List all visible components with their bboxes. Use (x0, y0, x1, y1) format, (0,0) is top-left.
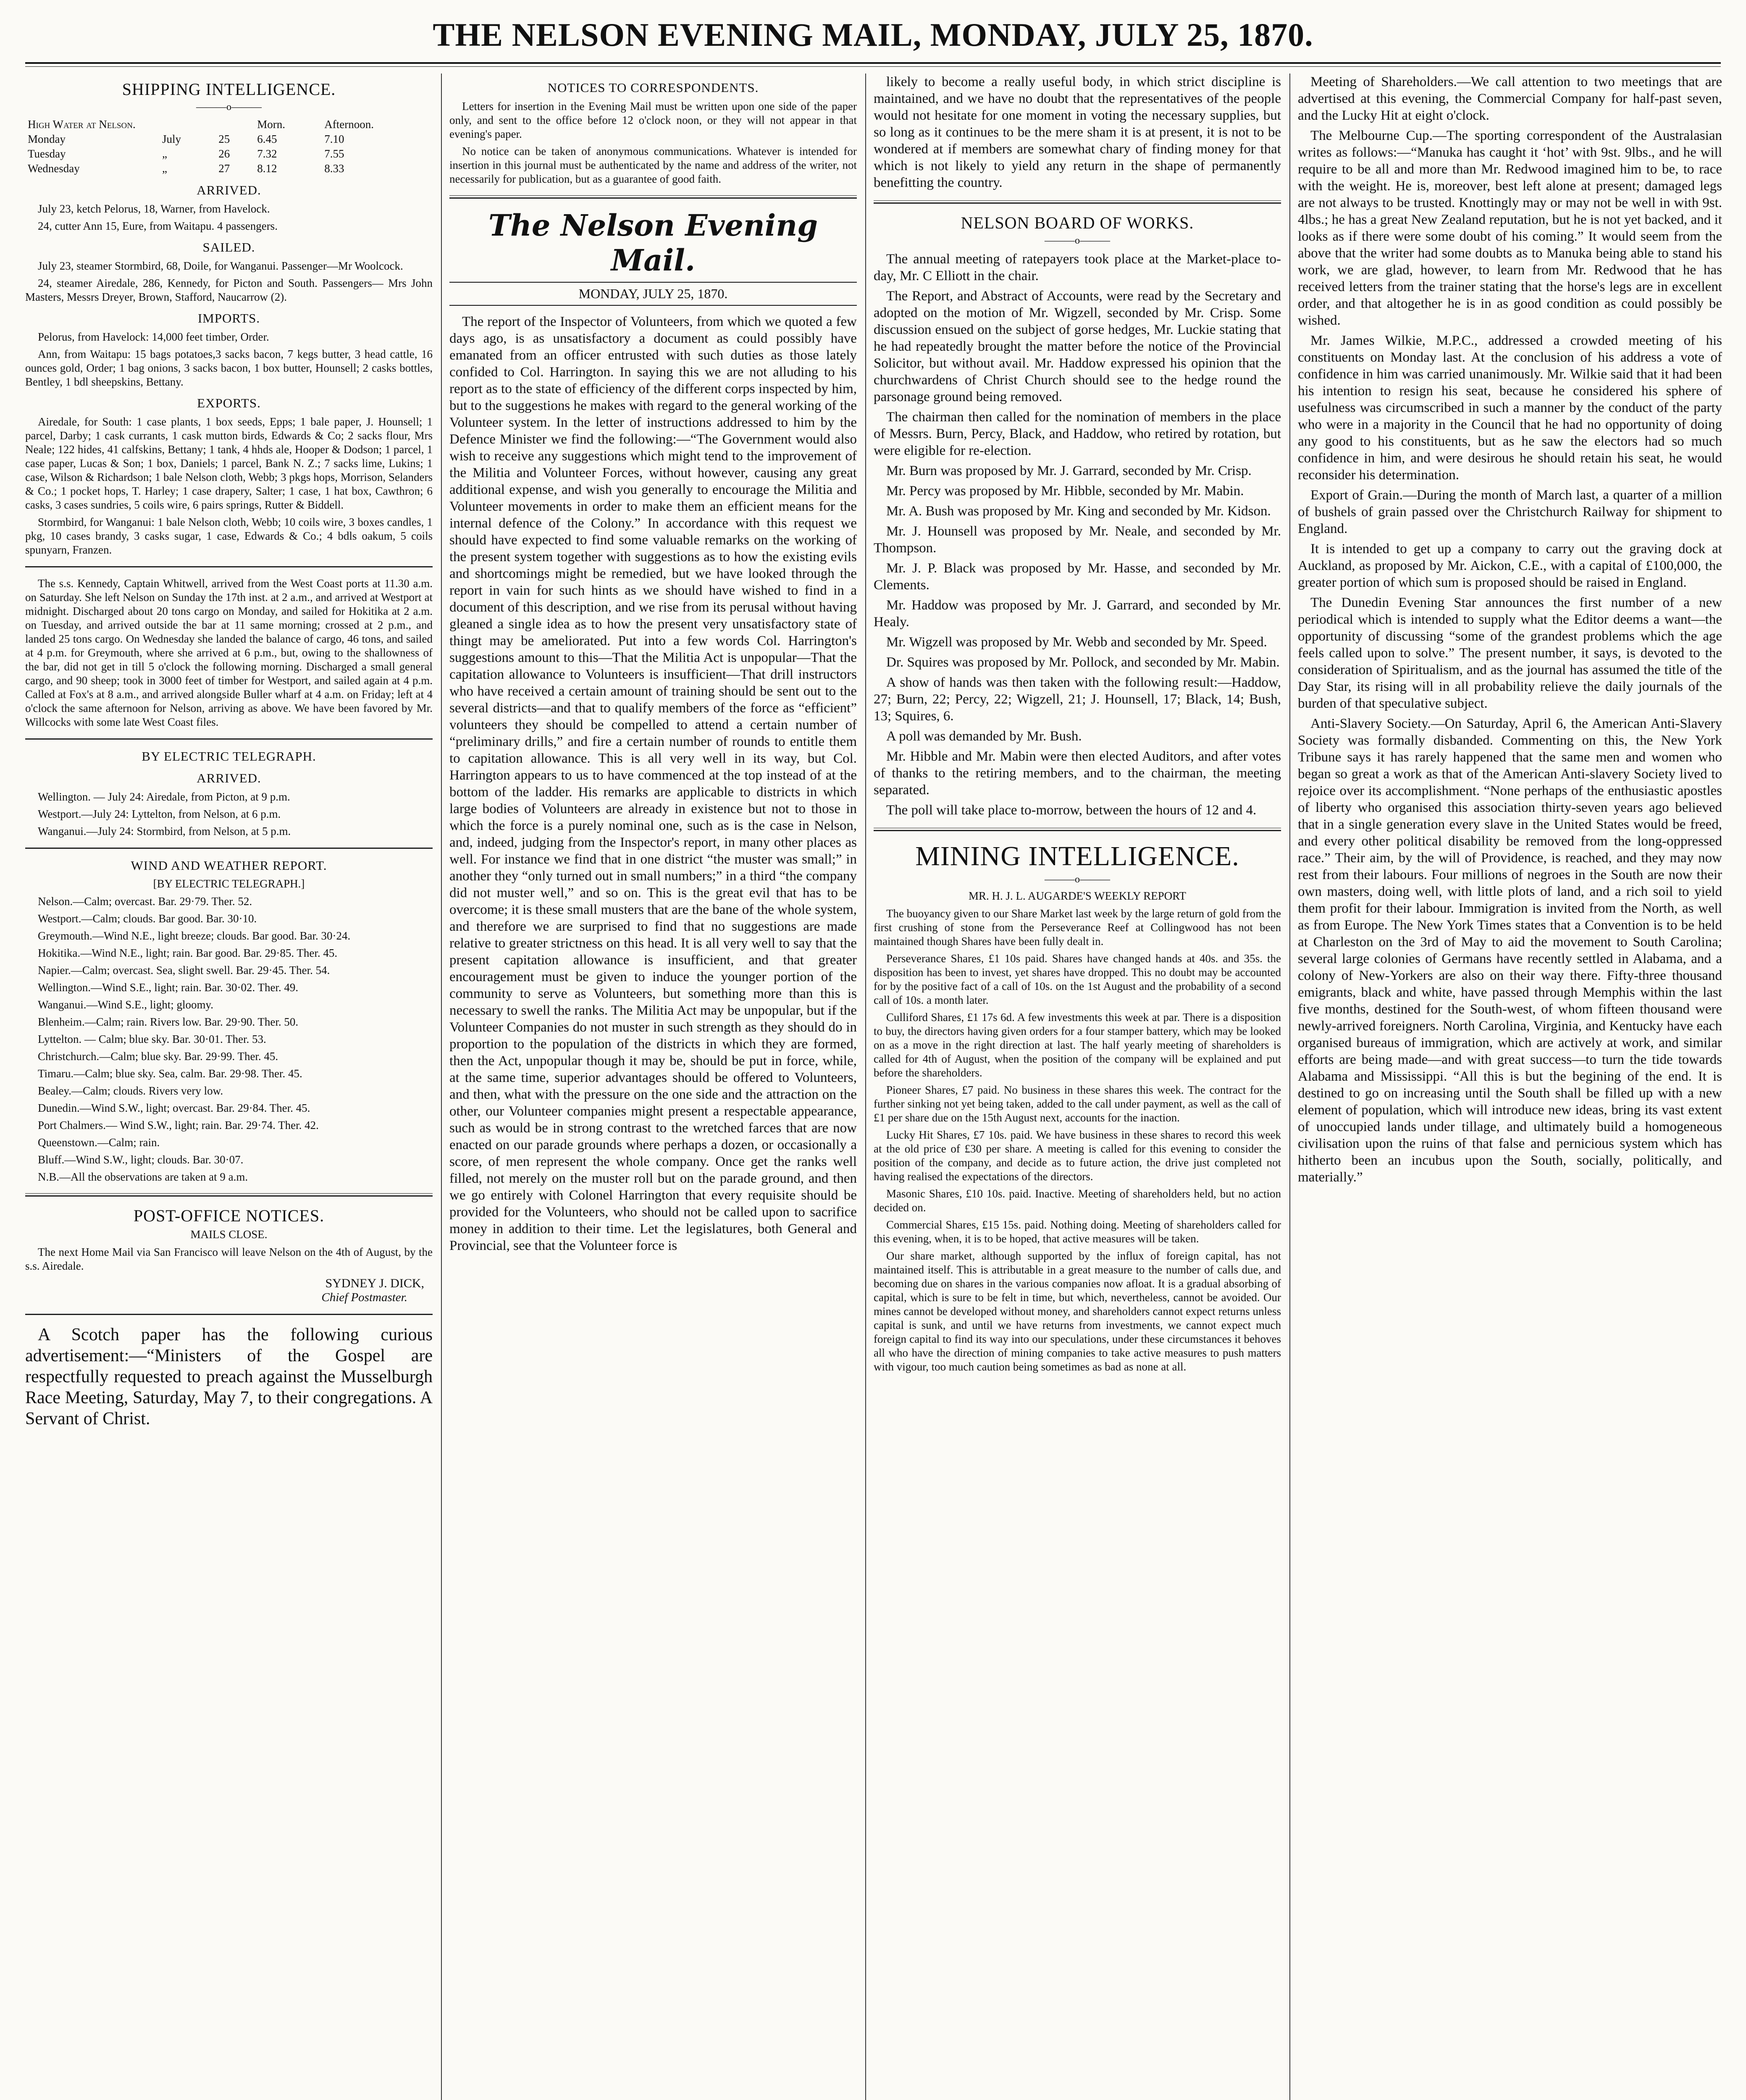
works-paragraph: Mr. Haddow was proposed by Mr. J. Garrard, and seconded by Mr. Healy. (874, 598, 1281, 630)
tides-cell: Monday (28, 133, 66, 145)
tides-cell: Tuesday (28, 147, 66, 160)
mining-paragraph: Our share market, although supported by the influx of foreign capital, has not maintained itself. This is attributable in a great measure to the number of calls due, and becoming due on shares in the various companies now afloat. It is a gradual absorbing of capital, which is sure to be felt in time, but which, nevertheless, cannot be avoided. Our mines cannot be developed without money, and shareholders cannot expect returns unless capital is sunk, and until we have returns from investments, we cannot expect much foreign capital to find its way into our speculations, under these circumstances it behoves all who have the direction of mining companies to take active measures to push matters with vigour, too much caution being sometimes as bad as none at all. (874, 1250, 1281, 1373)
column-rule (441, 74, 442, 2100)
mining-paragraph: The buoyancy given to our Share Market last week by the large return of gold from the first crushing of stone from the Perseverance Reef at Collingwood has not been maintained though Shares have been fully dealt in. (874, 907, 1281, 948)
ornament: ———o——— (1045, 235, 1110, 246)
works-paragraph: Mr. J. Hounsell was proposed by Mr. Neale, and seconded by Mr. Thompson. (874, 524, 1281, 556)
tides-header-row (25, 117, 433, 132)
works-paragraph: Mr. Burn was proposed by Mr. J. Garrard, seconded by Mr. Crisp. (886, 463, 1252, 478)
newspaper-nameplate: The Nelson Evening Mail. (488, 208, 818, 278)
post-office-signature-title: Chief Postmaster. (321, 1291, 407, 1304)
ornament: ———o——— (196, 102, 262, 113)
telegraph-item: Wellington. — July 24: Airedale, from Picton, at 9 p.m. (38, 790, 290, 803)
works-paragraph: The Report, and Abstract of Accounts, were read by the Secretary and adopted on the motion of Mr. Wigzell, seconded by Mr. Crisp. Some discussion ensued on the subject of gorse hedges, Mr. Luckie stating that he had repeatedly brought the matter before the notice of the Provincial Solicitor, but without avail. Mr. Haddow expressed his opinion that the churchwardens of Christ Church should see to the hedge round the parsonage ground being removed. (874, 289, 1281, 404)
divider (25, 1193, 433, 1197)
tides-cell: Wednesday (28, 162, 80, 175)
exports-item: Stormbird, for Wanganui: 1 bale Nelson cloth, Webb; 10 coils wire, 3 boxes candles, 1 pkg, 10 cases brandy, 3 casks sugar, 1 case, Edwards & Co.; 4 bdls oakum, 5 coils spunyarn, Franzen. (25, 516, 433, 556)
table-row (25, 161, 433, 176)
table-row (25, 147, 433, 161)
weather-subtitle: [BY ELECTRIC TELEGRAPH.] (153, 877, 305, 890)
exports-title: EXPORTS. (197, 396, 261, 410)
mining-paragraph: Lucky Hit Shares, £7 10s. paid. We have business in these shares to record this week at the old price of £30 per share. A meeting is called for this evening to consider the position of the company, and decide as to future action, the drive just completed not having realised the expectations of the directors. (874, 1129, 1281, 1183)
news-paragraph: Meeting of Shareholders.—We call attention to two meetings that are advertised at this evening, the Commercial Company for half-past seven, and the Lucky Hit at eight o'clock. (1298, 74, 1722, 123)
telegraph-title: BY ELECTRIC TELEGRAPH. (142, 749, 316, 764)
column-rule (1289, 74, 1290, 2100)
tides-cell: „ (162, 147, 167, 160)
column-4 (1298, 74, 1722, 2100)
news-paragraph: Mr. James Wilkie, M.P.C., addressed a crowded meeting of his constituents on Monday last. At the conclusion of his address a vote of confidence in him was carried unanimously. Mr. Wilkie said that it had been his intention to resign his seat, because he considered his sphere of usefulness was circumscribed in such a manner by the conduct of the party who were in a majority in the Council that he had no opportunity of doing any good to his constituents, but as he saw the electors had so much confidence in him, and were desirous he should retain his seat, he would reconsider his determination. (1298, 333, 1722, 483)
weather-item: Bluff.—Wind S.W., light; clouds. Bar. 30·07. (38, 1153, 244, 1166)
divider (25, 848, 433, 849)
column-1 (25, 74, 433, 2100)
editorial-continued: likely to become a really useful body, in which strict discipline is maintained, and we have no doubt that the representatives of the people would not hesitate for one moment in voting the necessary supplies, but so long as it continues to be the mere sham it is at present, it is not to be wondered at if members are somewhat chary of finding money for that which is not likely to yield any return in the shape of permanently benefitting the country. (874, 74, 1281, 190)
works-paragraph: Mr. Hibble and Mr. Mabin were then elected Auditors, and after votes of thanks to the retiring members, and to the chairman, the meeting separated. (874, 749, 1281, 798)
sailed-item: July 23, steamer Stormbird, 68, Doile, for Wanganui. Passenger—Mr Woolcock. (38, 260, 403, 272)
weather-title: WIND AND WEATHER REPORT. (131, 858, 327, 873)
masthead: THE NELSON EVENING MAIL, MONDAY, JULY 25, 1870. (433, 16, 1313, 53)
divider (25, 1314, 433, 1315)
tides-cell: 8.33 (324, 162, 344, 175)
weather-item: Greymouth.—Wind N.E., light breeze; clouds. Bar good. Bar. 30·24. (38, 929, 351, 942)
mining-paragraph: Culliford Shares, £1 17s 6d. A few investments this week at par. There is a disposition to buy, the directors having given orders for a four stamper battery, which may be looked on as a move in the right direction at last. The half yearly meeting of shareholders is called for 4th of August, when the position of the company will be explained and put before the shareholders. (874, 1011, 1281, 1079)
works-paragraph: Mr. A. Bush was proposed by Mr. King and seconded by Mr. Kidson. (886, 504, 1271, 519)
post-office-text: The next Home Mail via San Francisco will leave Nelson on the 4th of August, by the s.s. Airedale. (25, 1246, 433, 1272)
sailed-title: SAILED. (202, 240, 255, 255)
post-office-title: POST-OFFICE NOTICES. (133, 1206, 325, 1225)
tides-header: Morn. (257, 118, 285, 131)
divider (25, 738, 433, 740)
tides-cell: 27 (218, 162, 230, 175)
telegraph-item: Wanganui.—July 24: Stormbird, from Nelson, at 5 p.m. (38, 825, 291, 837)
column-2 (449, 74, 857, 2100)
tides-cell: „ (162, 162, 167, 175)
masthead-rule (25, 62, 1721, 67)
mining-paragraph: Perseverance Shares, £1 10s paid. Shares have changed hands at 40s. and 35s. the disposition has been to invest, yet shares have dropped. This no doubt may be accounted for by the positive fact of a call of 10s. on the 1st August and the probability of a second call of 10s. a month later. (874, 952, 1281, 1006)
mining-paragraph: Pioneer Shares, £7 paid. No business in these shares this week. The contract for the further sinking not yet being taken, added to the call under payment, as well as the call of £1 per share due on the 15th August next, accounts for the inaction. (874, 1084, 1281, 1124)
sailed-item: 24, steamer Airedale, 286, Kennedy, for Picton and South. Passengers— Mrs John Masters, Messrs Dreyer, Brown, Stafford, Naucarrow (2). (25, 277, 433, 303)
works-paragraph: The chairman then called for the nomination of members in the place of Messrs. Burn, Percy, Black, and Haddow, who retired by rotation, but were eligible for re-election. (874, 410, 1281, 458)
weather-item: Port Chalmers.— Wind S.W., light; rain. Bar. 29·74. Ther. 42. (38, 1119, 319, 1131)
tides-header: Afternoon. (324, 118, 374, 131)
telegraph-item: Westport.—July 24: Lyttelton, from Nelson, at 6 p.m. (38, 808, 281, 820)
dateline: MONDAY, JULY 25, 1870. (449, 282, 857, 306)
weather-item: Wellington.—Wind S.E., light; rain. Bar. 30·02. Ther. 49. (38, 981, 299, 994)
weather-item: Dunedin.—Wind S.W., light; overcast. Bar. 29·84. Ther. 45. (38, 1102, 310, 1114)
kennedy-report: The s.s. Kennedy, Captain Whitwell, arrived from the West Coast ports at 11.30 a.m. on Saturday. She left Nelson on Sunday the 17th inst. at 2 a.m., and arrived at Westport at midnight. Discharged about 20 tons cargo on Monday, and sailed for Hokitika at 2 a.m. on Tuesday, and arrived outside the bar at 11 same morning; crossed at 2 p.m., and landed 25 tons cargo. On Wednesday she landed the balance of cargo, 46 tons, and sailed at 4 p.m. for Greymouth, where she arrived at 6 p.m., but, owing to the shallowness of the bar, did not get in till 5 o'clock the following morning. Discharged a small general cargo, and 90 sheep; took in 3000 feet of timber for Westport, and sailed again at 4 p.m. Called at Fox's at 8 a.m., and arrived alongside Buller wharf at 4 a.m. on Friday; left at 4 o'clock the same afternoon for Nelson, arriving as above. We have been favored by Mr. Willcocks with some late West Coast files. (25, 577, 433, 728)
works-paragraph: A poll was demanded by Mr. Bush. (886, 729, 1082, 744)
weather-item: Christchurch.—Calm; blue sky. Bar. 29·99. Ther. 45. (38, 1050, 278, 1063)
divider (25, 566, 433, 567)
shipping-title: SHIPPING INTELLIGENCE. (122, 80, 336, 99)
tides-cell: 7.55 (324, 147, 344, 160)
column-rule (865, 74, 866, 2100)
imports-item: Pelorus, from Havelock: 14,000 feet timber, Order. (38, 331, 269, 343)
board-of-works-title: NELSON BOARD OF WORKS. (961, 213, 1194, 232)
editorial-text: The report of the Inspector of Volunteers, from which we quoted a few days ago, is as unsatisfactory a document as could possibly have emanated from an officer entrusted with such duties as those lately confided to Col. Harrington. In saying this we are not alluding to his report as to the state of efficiency of the different corps inspected by him, but to the suggestions he makes with regard to the general working of the Volunteer system. In the letter of instructions addressed to him by the Defence Minister we find the following:—“The Government would also wish to receive any suggestions which might tend to the improvement of the Militia and Volunteer Forces, without however, causing any great additional expense, and wish you generally to encourage the Militia and Volunteer movements in order to make them an efficient means for the internal defence of the Colony.” In accordance with this request we should have expected to find some valuable remarks on the working of the present system together with suggestions as to how the existing evils and shortcomings might be remedied, but we have looked through the report in vain for such hints as we should have wished to find in a document of this description, and we rise from its perusal without having gleaned a single idea as to how the present very unsatisfactory state of thingt may be ameliorated. Put into a few words Col. Harrington's suggestions amount to this—That the Militia Act is unpopular—That the capitation allowance to Volunteers is insufficient—That drill instructors who have received a certain amount of training should be sent out to the several districts—and that to qualify members of the force as “efficient” volunteers they should be compelled to attend a certain number of “preliminary drills,” and fire a certain number of rounds to entitle them to capitation allowance. This is all very well in its way, but Col. Harrington appears to us to have commenced at the top instead of at the bottom of the ladder. His remarks are applicable to districts in which large bodies of Volunteers are already in existence but not to those in which the force is a purely nominal one, such as is the case in Nelson, and, indeed, judging from the Inspector's report, in many other places as well. For instance we find that in one district “the muster was small;” in another they “only turned out in small numbers;” in a third “the company did not muster well,” and so on. This is the great evil that has to be overcome; it is these small musters that are the bane of the whole system, and therefore we are surprised to find that no suggestions are made relative to greater strictness on this head. It is all very well to say that the present capitation allowance is insufficient, and that greater encouragement must be given to induce the younger portion of the community to serve as Volunteers, but something more than this is necessary to swell the ranks. The Militia Act may be unpopular, but if the Volunteer Companies do not muster in such strength as they should do in proportion to the population of the districts in which they are formed, then the Act, unpopular though it may be, should be put in force, while, at the same time, superior advantages should be offered to Volunteers, and then, what with the pressure on the one side and the attraction on the other, our Volunteer companies might present a respectable appearance, such as would be in strong contrast to the wretched farces that are now enacted on our parade grounds where perhaps a dozen, or occasionally a score, of men represent the whole company. Once get the ranks well filled, not merely on the muster roll but on the parade ground, and then we go entirely with Colonel Harrington that every requisite should be provided for the Volunteers, who should not be called upon to sacrifice money in addition to their time. Let the legislatures, both General and Provincial, see that the Volunteer force is (449, 314, 857, 1253)
imports-item: Ann, from Waitapu: 15 bags potatoes,3 sacks bacon, 7 kegs butter, 3 head cattle, 16 ounces gold, Order; 1 bag onions, 3 sacks bacon, 1 box butter, Hounsell; 2 casks bottles, Bentley, 1 bdl sheepskins, Bettany. (25, 348, 433, 388)
weather-item: Timaru.—Calm; blue sky. Sea, calm. Bar. 29·98. Ther. 45. (38, 1067, 302, 1080)
news-paragraph: Anti-Slavery Society.—On Saturday, April 6, the American Anti-Slavery Society was formally disbanded. Commenting on this, the New York Tribune says it has rarely happened that the same men and women who began so great a work as that of the American Anti-slavery Society lived to rejoice over its accomplishment. “None perhaps of the enthusiastic apostles of liberty who organised this association thirty-seven years ago believed that in a single generation every slave in the United States would be freed, and every other political disability be removed from the long-oppressed race.” Their aim, by the will of Providence, is reached, and they may now rest from their labours. Four millions of negroes in the South are now their own masters, doing well, with little plots of land, and a rich soil to yield them profit for their labour. Immigration is invited from the North, as well as from Europe. The New York Times states that a Convention is to be held at Charleston on the 3rd of May to aid the movement to South Carolina; several large colonies of Germans have recently settled in Alabama, and a colony of New-Yorkers are also on their way there. Fifty-three thousand emigrants, black and white, have passed through Memphis within the last five months, destined for the South-west, of whom fifteen thousand were newly-arrived foreigners. North Carolina, Virginia, and Kentucky have each organised bureaus of immigration, which are actively at work, and similar efforts are being made—and with great success—to turn the tide towards Alabama and Mississippi. “All this is but the begining of the end. It is destined to go on increasing until the South shall be filled up with a new element of population, which will introduce new ideas, bring its vast extent of unoccupied lands under tillage, and ultimately build a homogeneous civilisation upon the ruins of that false and pernicious system which has hitherto been an incubus upon the South, socially, politically, and materially.” (1298, 716, 1722, 1185)
news-paragraph: The Dunedin Evening Star announces the first number of a new periodical which is intended to supply what the Editor deems a want—the opportunity of discussing “some of the grandest problems which the age feels called upon to solve.” The present number, it says, is devoted to the consideration of Spiritualism, and as the journal has assumed the title of the Day Star, its rising will in all probability relieve the daily journals of the burden of that speculative subject. (1298, 595, 1722, 711)
tides-cell: 26 (218, 147, 230, 160)
telegraph-arrived-title: ARRIVED. (197, 771, 261, 785)
imports-title: IMPORTS. (197, 311, 260, 326)
weather-item: Westport.—Calm; clouds. Bar good. Bar. 30·10. (38, 912, 257, 925)
works-paragraph: A show of hands was then taken with the following result:—Haddow, 27; Burn, 22; Percy, 22; Wigzell, 21; J. Hounsell, 17; Black, 14; Bush, 13; Squires, 6. (874, 675, 1281, 724)
weather-item: Blenheim.—Calm; rain. Rivers low. Bar. 29·90. Ther. 50. (38, 1016, 299, 1028)
arrived-item: July 23, ketch Pelorus, 18, Warner, from Havelock. (38, 202, 270, 215)
works-paragraph: Mr. Percy was proposed by Mr. Hibble, seconded by Mr. Mabin. (886, 483, 1244, 499)
exports-item: Airedale, for South: 1 case plants, 1 box seeds, Epps; 1 bale paper, J. Hounsell; 1 parcel, Darby; 1 cask currants, 1 cask mutton birds, Edwards & Co; 2 sacks flour, Mrs Neale; 122 hides, 41 calfskins, Bettany; 1 tank, 4 hhds ale, Hooper & Dodson; 1 parcel, 1 case paper, Lucas & Son; 1 box, Daniels; 1 parcel, Bank N. Z.; 7 sacks lime, Lukins; 1 case, Wilson & Richardson; 1 bale Nelson cloth, Webb; 3 pkgs hops, Morrison, Selanders & Co.; 1 pocket hops, T. Harley; 1 case drapery, Salter; 1 case, 1 hat box, Cawthron; 6 casks, 3 cases sundries, 5 coils wire, 6 pairs springs, Rutter & Biddell. (25, 415, 433, 511)
ornament: ———o——— (1045, 874, 1110, 885)
arrived-item: 24, cutter Ann 15, Eure, from Waitapu. 4 passengers. (38, 220, 278, 232)
weather-item: Wanganui.—Wind S.E., light; gloomy. (38, 998, 213, 1011)
divider (449, 195, 857, 199)
post-office-subtitle: MAILS CLOSE. (190, 1228, 268, 1241)
column-3 (874, 74, 1281, 2100)
notice-item: No notice can be taken of anonymous communications. Whatever is intended for insertion in this journal must be authenticated by the name and address of the writer, not necessarily for publication, but as a guarantee of good faith. (449, 145, 857, 185)
weather-item: Queenstown.—Calm; rain. (38, 1136, 160, 1149)
weather-item: Lyttelton. — Calm; blue sky. Bar. 30·01. Ther. 53. (38, 1033, 266, 1045)
tides-cell: 7.32 (257, 147, 277, 160)
works-paragraph: Mr. J. P. Black was proposed by Mr. Hasse, and seconded by Mr. Clements. (874, 561, 1281, 593)
tides-header: High Water at Nelson. (28, 118, 136, 131)
notices-title: NOTICES TO CORRESPONDENTS. (547, 80, 759, 95)
mining-paragraph: Masonic Shares, £10 10s. paid. Inactive. Meeting of shareholders held, but no action decided on. (874, 1187, 1281, 1214)
weather-item: Bealey.—Calm; clouds. Rivers very low. (38, 1084, 223, 1097)
weather-item: Hokitika.—Wind N.E., light; rain. Bar good. Bar. 29·85. Ther. 45. (38, 947, 338, 959)
news-paragraph: Export of Grain.—During the month of March last, a quarter of a million of bushels of grain passed over the Christchurch Railway for shipment to England. (1298, 488, 1722, 536)
divider (874, 828, 1281, 831)
notice-item: Letters for insertion in the Evening Mail must be written upon one side of the paper only, and sent to the office before 12 o'clock noon, or they will not appear in that evening's paper. (449, 100, 857, 140)
mining-title: MINING INTELLIGENCE. (915, 841, 1239, 872)
scotch-paragraph: A Scotch paper has the following curious advertisement:—“Ministers of the Gospel are respectfully requested to preach against the Musselburgh Race Meeting, Saturday, May 7, to their congregations. A Servant of Christ. (25, 1325, 433, 1428)
works-paragraph: The annual meeting of ratepayers took place at the Market-place to-day, Mr. C Elliott in the chair. (874, 252, 1281, 284)
tides-table (25, 117, 433, 176)
works-paragraph: Mr. Wigzell was proposed by Mr. Webb and seconded by Mr. Speed. (886, 635, 1267, 650)
mining-paragraph: Commercial Shares, £15 15s. paid. Nothing doing. Meeting of shareholders called for this evening, when, it is to be hoped, that active measures will be taken. (874, 1218, 1281, 1245)
tides-cell: 8.12 (257, 162, 277, 175)
tides-cell: 25 (218, 133, 230, 145)
tides-cell: July (162, 133, 181, 145)
tides-cell: 7.10 (324, 133, 344, 145)
post-office-signature: SYDNEY J. DICK, (325, 1276, 424, 1290)
tides-cell: 6.45 (257, 133, 277, 145)
divider (874, 200, 1281, 204)
works-paragraph: Dr. Squires was proposed by Mr. Pollock, and seconded by Mr. Mabin. (886, 655, 1280, 670)
news-paragraph: It is intended to get up a company to carry out the graving dock at Auckland, as proposed by Mr. Aickon, C.E., with a capital of £100,000, the greater portion of which sum is proposed should be raised in England. (1298, 541, 1722, 590)
works-paragraph: The poll will take place to-morrow, between the hours of 12 and 4. (886, 803, 1257, 818)
arrived-title: ARRIVED. (197, 183, 261, 197)
news-paragraph: The Melbourne Cup.—The sporting correspondent of the Australasian writes as follows:—“Manuka has caught it ‘hot’ with 9st. 9lbs., and he will require to be all and more than Mr. Redwood imagined him to be, to race with the weight. He is, moreover, best left alone at present; damaged legs are not always to be trusted. Knottingly may or may not be well in with 9st. 4lbs.; he has a great New Zealand reputation, but he is not yet backed, and it looks as if there were some doubt of his coming.” It would seem from the above that the writer had some doubts as to Manuka being able to stand his work, we are glad, however, to learn from Mr. Redwood that he has received letters from the trainer stating that the horse's legs are in excellent order, and that altogether he is in as good condition as could possibly be wished. (1298, 128, 1722, 328)
mining-subtitle: MR. H. J. L. AUGARDE'S WEEKLY REPORT (968, 890, 1187, 902)
table-row (25, 132, 433, 147)
weather-item: Nelson.—Calm; overcast. Bar. 29·79. Ther. 52. (38, 895, 252, 908)
weather-item: Napier.—Calm; overcast. Sea, slight swell. Bar. 29·45. Ther. 54. (38, 964, 330, 976)
weather-note: N.B.—All the observations are taken at 9 a.m. (38, 1171, 248, 1183)
